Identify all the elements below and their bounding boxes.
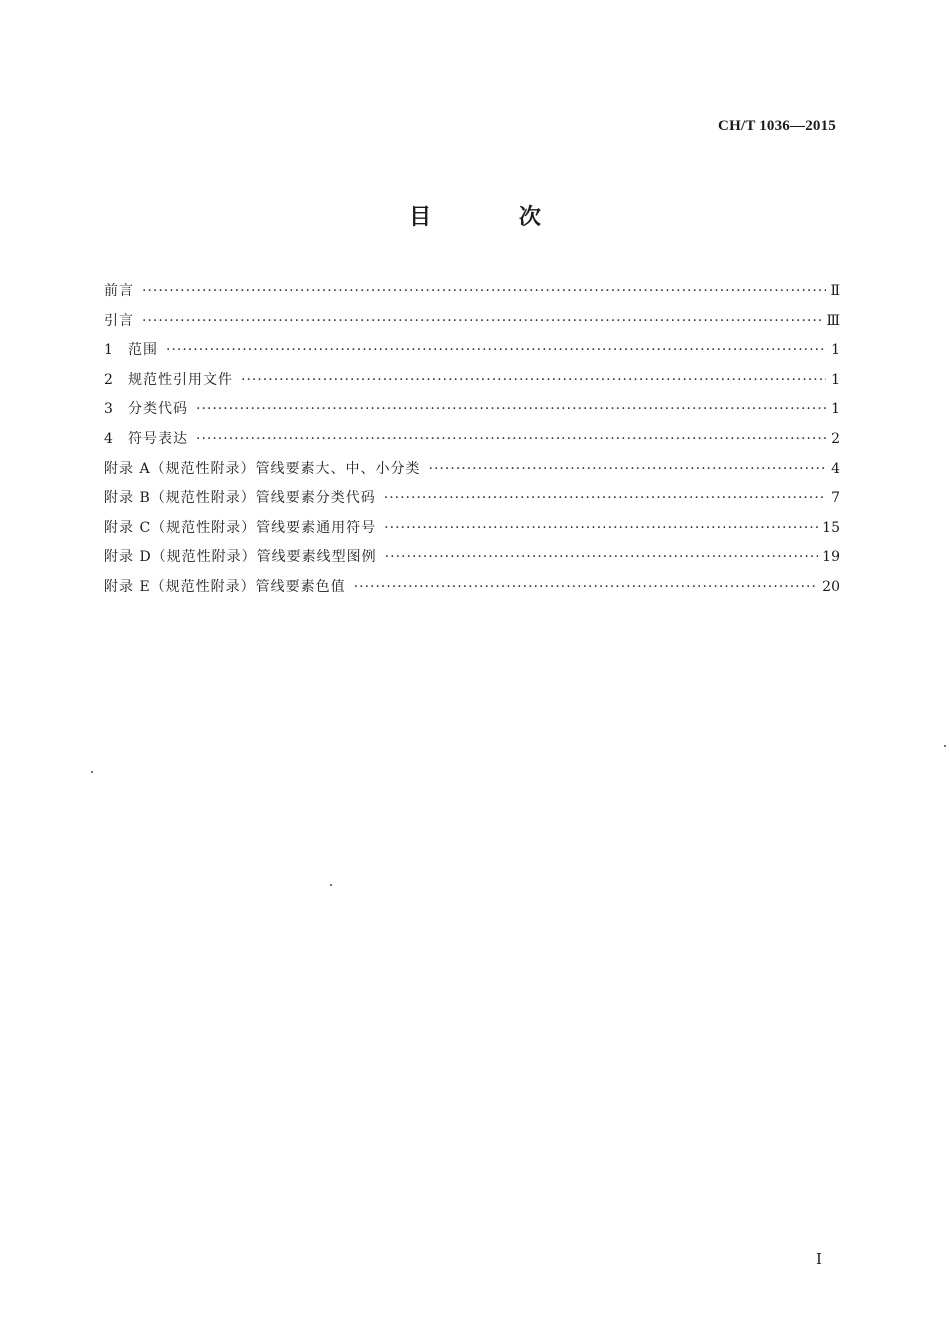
toc-page-number: 1 xyxy=(831,401,840,418)
document-code: CH/T 1036—2015 xyxy=(718,118,836,134)
scan-speck xyxy=(330,884,332,886)
toc-entry-label: 管线要素通用符号 xyxy=(256,519,377,536)
toc-leader-dots xyxy=(429,461,826,477)
toc-leader-dots xyxy=(241,372,826,388)
toc-entry-label: 符号表达 xyxy=(128,430,188,447)
toc-page-number: 19 xyxy=(822,549,840,566)
toc-entry-scope[interactable] xyxy=(104,339,840,369)
toc-entry-normative-references[interactable] xyxy=(104,369,840,399)
toc-leader-dots xyxy=(196,431,826,447)
page-number: I xyxy=(816,1250,822,1268)
toc-entry-appendix-a[interactable] xyxy=(104,458,840,488)
toc-section-number: 3 xyxy=(104,401,113,418)
toc-section-number: 2 xyxy=(104,371,113,388)
toc-entry-classification-code[interactable] xyxy=(104,398,840,428)
appendix-prefix: 附录 E（规范性附录） xyxy=(104,578,256,595)
appendix-prefix: 附录 B（规范性附录） xyxy=(104,490,256,507)
toc-page-number: Ⅲ xyxy=(826,312,840,329)
page-title: 目 次 xyxy=(409,204,581,230)
toc-entry-label: 管线要素分类代码 xyxy=(255,490,376,507)
toc-entry-label: 引言 xyxy=(104,312,134,329)
toc-entry-label: 规范性引用文件 xyxy=(128,371,233,388)
toc-entry-label: 分类代码 xyxy=(128,401,188,418)
toc-leader-dots xyxy=(142,283,826,299)
toc-entry-appendix-d[interactable] xyxy=(104,546,840,576)
toc-entry-appendix-c[interactable] xyxy=(104,517,840,547)
toc-entry-introduction[interactable] xyxy=(104,310,840,340)
appendix-prefix: 附录 A（规范性附录） xyxy=(104,460,256,477)
toc-entry-appendix-e[interactable] xyxy=(104,576,840,606)
toc-entry-label: 范围 xyxy=(128,342,158,359)
toc-entry-symbol-expression[interactable] xyxy=(104,428,840,458)
toc-leader-dots xyxy=(385,549,818,565)
toc-leader-dots xyxy=(196,401,826,417)
toc-leader-dots xyxy=(166,342,826,358)
toc-page-number: 4 xyxy=(831,460,840,477)
toc-page-number: 1 xyxy=(831,371,840,388)
toc-leader-dots xyxy=(354,579,819,595)
toc-entry-label: 前言 xyxy=(104,283,134,299)
appendix-prefix: 附录 C（规范性附录） xyxy=(104,519,257,536)
toc-leader-dots xyxy=(384,490,826,506)
toc-leader-dots xyxy=(384,520,818,536)
toc-page-number: 15 xyxy=(822,519,840,536)
toc-entry-label: 管线要素大、中、小分类 xyxy=(255,460,421,477)
toc-entry-appendix-b[interactable] xyxy=(104,487,840,517)
scan-speck xyxy=(944,745,946,747)
table-of-contents xyxy=(104,280,840,606)
toc-section-number: 4 xyxy=(104,430,113,447)
toc-page-number: 7 xyxy=(831,490,840,507)
toc-page-number: 2 xyxy=(831,430,840,447)
toc-page-number: 20 xyxy=(822,578,840,595)
toc-page-number: 1 xyxy=(831,342,840,359)
toc-entry-label: 管线要素线型图例 xyxy=(256,549,377,566)
toc-section-number: 1 xyxy=(104,342,113,359)
toc-entry-label: 管线要素色值 xyxy=(255,578,346,595)
toc-leader-dots xyxy=(142,313,822,329)
toc-entry-foreword[interactable] xyxy=(104,280,840,310)
scan-speck xyxy=(91,771,93,773)
appendix-prefix: 附录 D（规范性附录） xyxy=(104,549,257,566)
toc-page-number: Ⅱ xyxy=(830,283,840,299)
